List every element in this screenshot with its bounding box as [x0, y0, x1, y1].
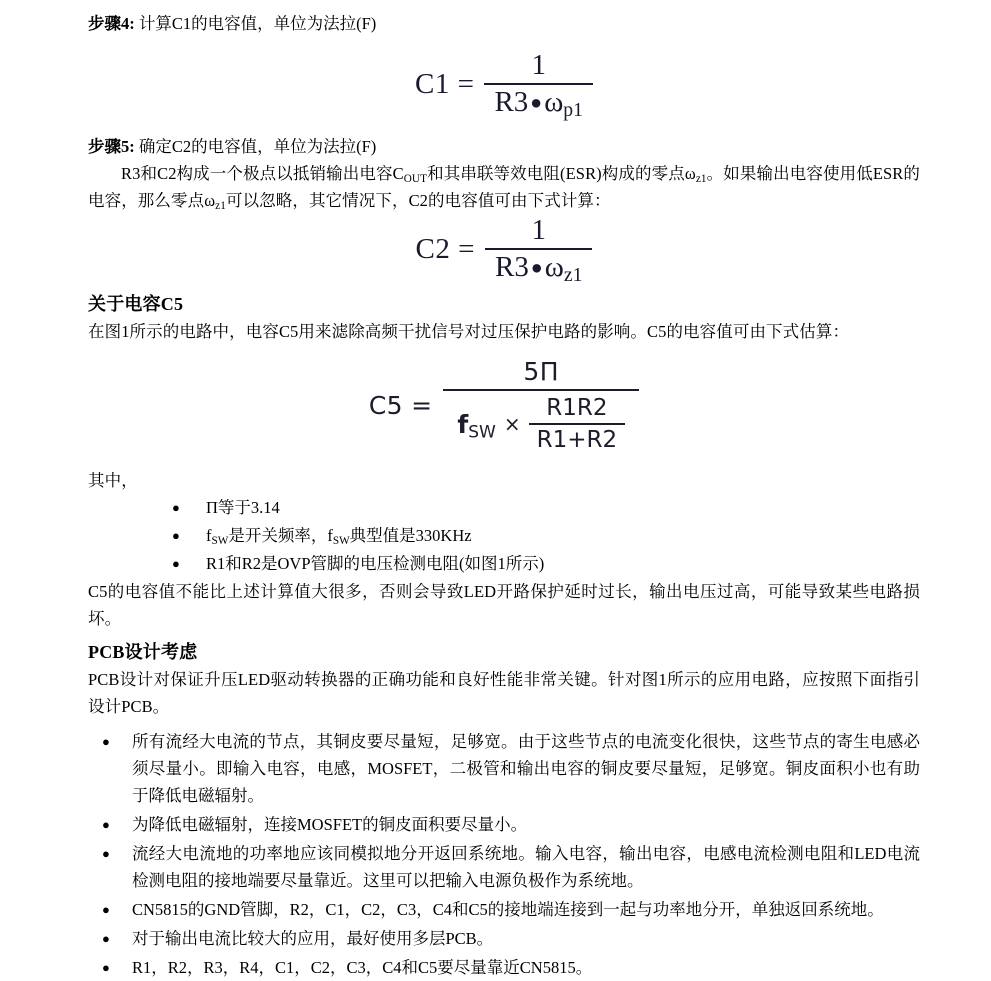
equation-c1-den-sub: p1	[563, 99, 583, 122]
bullet-icon: ●	[172, 528, 180, 543]
equation-c1-den-base: R3	[494, 86, 529, 118]
paragraph-c2-sub-out: OUT	[403, 172, 428, 185]
pcb-item-text: 所有流经大电流的节点，其铜皮要尽量短，足够宽。由于这些节点的电流变化很快，这些节点的寄生电感必须尽量小。即输入电容，电感，MOSFET，二极管和输出电容的铜皮要尽量短，足够宽。铜皮面积小也有助于降低电磁辐射。	[132, 732, 920, 805]
bullet-icon: ●	[102, 931, 110, 946]
equation-c1-den-dot: ●	[530, 91, 543, 114]
pcb-item-text: 流经大电流地的功率地应该同模拟地分开返回系统地。输入电容，输出电容，电感电流检测电阻和LED电流检测电阻的接地端要尽量靠近。这里可以把输入电源负极作为系统地。	[132, 844, 920, 890]
where-item-fsw-sub1: SW	[211, 534, 229, 547]
spacer-before-eq-c1	[88, 37, 920, 49]
step5-label: 步骤5:	[88, 137, 135, 156]
where-item-text: Π等于3.14	[206, 498, 280, 517]
step4-line	[88, 10, 920, 37]
bullet-icon: ●	[172, 556, 180, 571]
equation-c1-lhs: C1 =	[415, 67, 475, 100]
list-item	[88, 550, 920, 577]
equation-c5-inner-numerator: R1R2	[546, 395, 608, 421]
list-item	[88, 896, 920, 923]
equation-c5-fsw	[457, 409, 496, 442]
list-item	[88, 494, 920, 521]
pcb-item-text: 为降低电磁辐射，连接MOSFET的铜皮面积要尽量小。	[132, 815, 528, 834]
equation-c5	[88, 357, 920, 453]
list-item	[88, 954, 920, 981]
equation-c1-den-omega: ω	[544, 86, 564, 118]
pcb-item-text: R1，R2，R3，R4，C1，C2，C3，C4和C5要尽量靠近CN5815。	[132, 958, 593, 977]
step4-text: 计算C1的电容值，单位为法拉(F)	[134, 14, 377, 33]
equation-c2-den-sub: z1	[563, 264, 583, 287]
paragraph-c2-c: 。如果输出电容使用低ESR的电容，那么零点ω	[88, 164, 921, 210]
equation-c2-denominator	[485, 250, 592, 287]
bullet-icon: ●	[102, 734, 110, 749]
equation-c1-denominator	[484, 85, 593, 122]
where-item-fsw-suffix: 典型值是330KHz	[349, 526, 472, 545]
bullet-icon: ●	[102, 960, 110, 975]
step5-text: 确定C2的电容值，单位为法拉(F)	[134, 137, 377, 156]
where-item-text: R1和R2是OVP管脚的电压检测电阻(如图1所示)	[206, 554, 545, 573]
where-list	[88, 494, 920, 577]
bullet-icon: ●	[102, 846, 110, 861]
pcb-item-text: CN5815的GND管脚，R2，C1，C2，C3，C4和C5的接地端连接到一起与功率地分开，单独返回系统地。	[132, 900, 884, 919]
where-item-fsw-prefix: f	[206, 526, 212, 545]
equation-c2-numerator: 1	[531, 214, 546, 246]
spacer-before-pcb-list	[88, 720, 920, 728]
paragraph-about-c5: 在图1所示的电路中，电容C5用来滤除高频干扰信号对过压保护电路的影响。C5的电容值可由下式估算：	[88, 322, 850, 341]
spacer-top	[88, 0, 920, 10]
list-item	[88, 925, 920, 952]
equation-c5-lhs: C5 =	[368, 390, 433, 420]
where-item-fsw-sub2: SW	[332, 534, 350, 547]
equation-c5-numerator: 5Π	[523, 357, 560, 386]
equation-c5-times: ×	[503, 412, 521, 436]
equation-c1-fraction	[484, 49, 593, 122]
heading-about-c5: 关于电容C5	[88, 294, 184, 314]
equation-c2	[88, 214, 920, 287]
list-item	[88, 728, 920, 809]
bullet-icon: ●	[102, 902, 110, 917]
equation-c5-inner-fraction	[529, 395, 626, 453]
paragraph-c2	[88, 160, 920, 214]
paragraph-pcb-intro: PCB设计对保证升压LED驱动转换器的正确功能和良好性能非常关键。针对图1所示的应用电路，应按照下面指引设计PCB。	[88, 670, 920, 716]
spacer-after-eq-c5	[88, 453, 920, 467]
paragraph-c2-d: 可以忽略，其它情况下，C2的电容值可由下式计算：	[225, 191, 611, 210]
list-item	[88, 522, 920, 549]
paragraph-c5-note: C5的电容值不能比上述计算值大很多，否则会导致LED开路保护延时过长，输出电压过高，可能导致某些电路损坏。	[88, 582, 920, 628]
equation-c2-fraction	[485, 214, 592, 287]
equation-c2-den-base: R3	[495, 251, 529, 283]
equation-c2-lhs: C2 =	[415, 232, 475, 265]
equation-c2-den-omega: ω	[544, 251, 564, 283]
list-item	[88, 811, 920, 838]
bullet-icon: ●	[172, 500, 180, 515]
paragraph-c2-sub-z1b: z1	[215, 199, 226, 212]
paragraph-c2-sub-z1a: z1	[695, 172, 707, 185]
bullet-icon: ●	[102, 817, 110, 832]
equation-c5-body	[369, 357, 639, 453]
list-item	[88, 840, 920, 894]
paragraph-c2-a: R3和C2构成一个极点以抵销输出电容C	[121, 164, 404, 183]
step5-line	[88, 133, 920, 160]
pcb-item-text: 对于输出电流比较大的应用，最好使用多层PCB。	[132, 929, 494, 948]
equation-c2-body	[415, 214, 593, 287]
where-item-text	[206, 526, 472, 545]
spacer-after-eq-c1	[88, 119, 920, 133]
paragraph-c2-b: 和其串联等效电阻(ESR)构成的零点ω	[427, 164, 696, 183]
step4-label: 步骤4:	[88, 14, 135, 33]
where-label: 其中，	[88, 471, 138, 490]
pcb-guideline-list	[88, 728, 920, 981]
heading-pcb-design: PCB设计考虑	[88, 642, 198, 662]
equation-c5-f-sub: SW	[468, 421, 496, 442]
spacer-before-eq-c5	[88, 345, 920, 357]
equation-c5-denominator	[443, 391, 639, 453]
equation-c2-den-dot: ●	[530, 256, 543, 279]
equation-c5-inner-denominator: R1+R2	[536, 427, 618, 453]
equation-c1	[88, 49, 920, 122]
equation-c5-fraction	[443, 357, 639, 453]
equation-c1-numerator: 1	[531, 49, 546, 81]
where-item-fsw-mid: 是开关频率，f	[228, 526, 333, 545]
equation-c1-body	[415, 49, 593, 122]
equation-c5-f: f	[457, 409, 469, 439]
